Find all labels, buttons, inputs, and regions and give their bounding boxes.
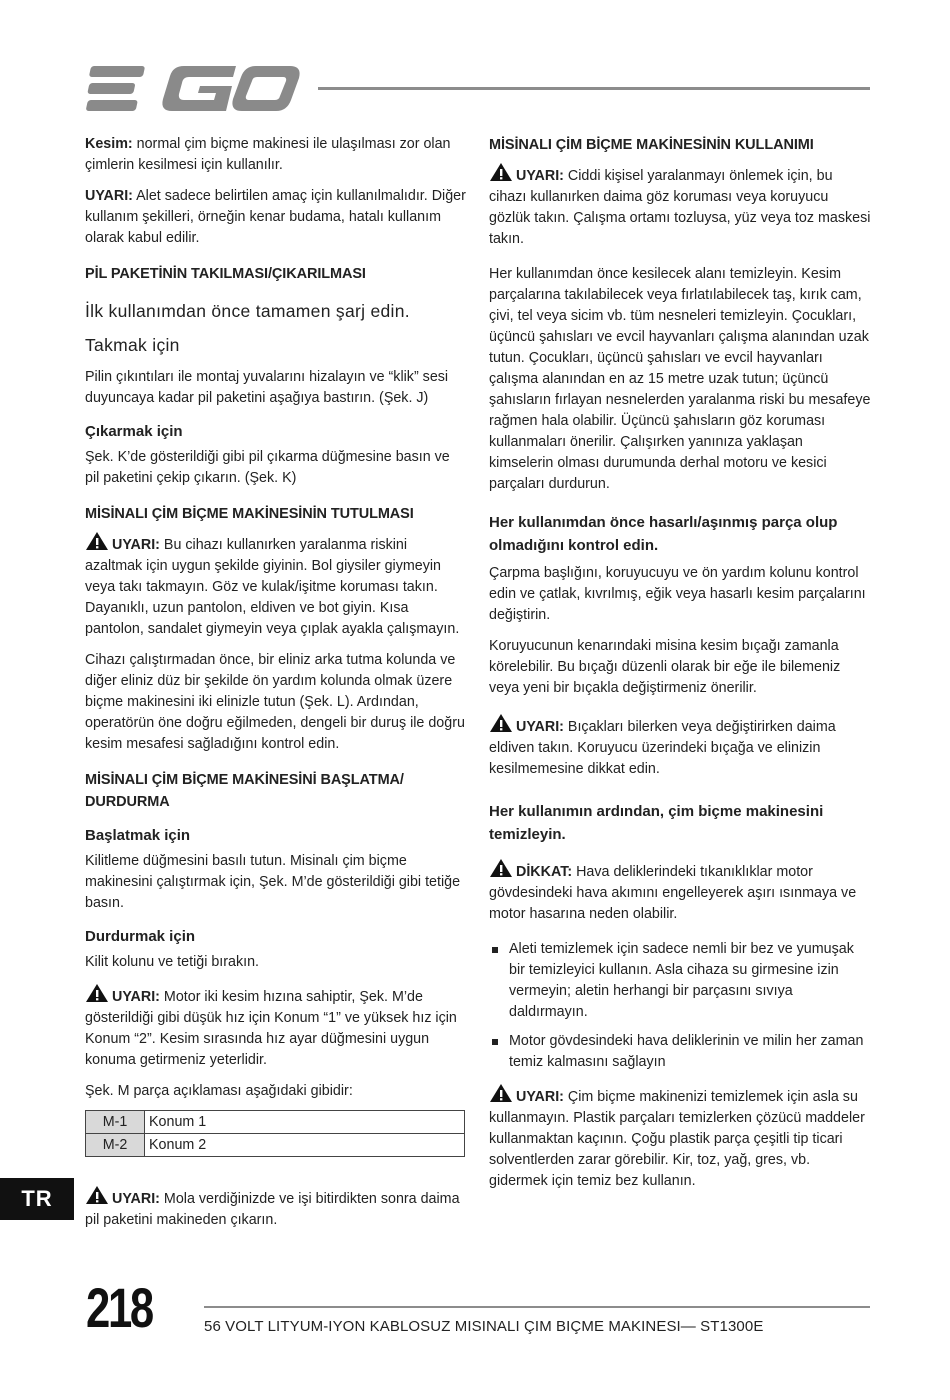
warning-label: UYARI: xyxy=(516,1089,564,1105)
warning-triangle-icon xyxy=(489,858,513,878)
warning-triangle-icon xyxy=(489,1083,513,1103)
list-item: Motor gövdesindeki hava deliklerinin ve milin her zaman temiz kalmasını sağlayın xyxy=(489,1031,871,1073)
page-number: 218 xyxy=(86,1276,152,1339)
warning-no-water xyxy=(489,1083,871,1192)
heading-stop: Durdurmak için xyxy=(85,928,196,945)
heading-clean-after: Her kullanımın ardından, çim biçme makinesini temizleyin. xyxy=(489,803,824,843)
parts-intro: Şek. M parça açıklaması aşağıdaki gibidir: xyxy=(85,1083,353,1099)
warning-label: UYARI: xyxy=(112,1191,160,1207)
warning-text: Ciddi kişisel yaralanmayı önlemek için, bu cihazı kullanırken daima göz koruması veya koruyucu gözlük takın. Çalışma ortamı tozluysa, yüz veya toz maskesi takın. xyxy=(489,168,871,247)
heading-start: Başlatmak için xyxy=(85,827,191,844)
right-column xyxy=(489,134,871,1202)
cleaning-list xyxy=(489,939,871,1073)
footer-title: 56 VOLT LITYUM-IYON KABLOSUZ MISINALI ÇIM BIÇME MAKINESI— ST1300E xyxy=(204,1318,764,1335)
part-code: M-1 xyxy=(86,1111,145,1134)
heading-check-parts: Her kullanımdan önce hasarlı/aşınmış parça olup olmadığını kontrol edin. xyxy=(489,514,838,554)
heading-remove: Çıkarmak için xyxy=(85,423,183,440)
heading-start-stop: MİSİNALI ÇİM BİÇME MAKİNESİNİ BAŞLATMA/ DURDURMA xyxy=(85,772,404,810)
kesim-text: normal çim biçme makinesi ile ulaşılması zor olan çimlerin kesilmesi için kullanılır. xyxy=(85,136,451,173)
warning-clothing xyxy=(85,531,467,640)
heading-usage: MİSİNALI ÇİM BİÇME MAKİNESİNİN KULLANIMI xyxy=(489,137,814,153)
table-row xyxy=(86,1111,465,1134)
warning-triangle-icon xyxy=(85,983,109,1003)
table-row xyxy=(86,1134,465,1157)
list-item: Aleti temizlemek için sadece nemli bir bez ve yumuşak bir temizleyici kullanın. Asla cihaza su girmesine izin vermeyin; aletin herhangi bir parçasını sıvıya daldırmayın. xyxy=(489,939,871,1023)
parts-table xyxy=(85,1110,465,1157)
ego-logo xyxy=(86,62,300,116)
warning-text: Mola verdiğinizde ve işi bitirdikten sonra daima pil paketini makineden çıkarın. xyxy=(85,1191,460,1228)
heading-battery-pack: PİL PAKETİNİN TAKILMASI/ÇIKARILMASI xyxy=(85,266,366,282)
warning-triangle-icon xyxy=(489,713,513,733)
clear-area-text: Her kullanımdan önce kesilecek alanı temizleyin. Kesim parçalarına takılabilecek veya fırlatılabilecek taş, kırık cam, çivi, tel veya sicim vb. tüm nesneleri temizleyin. Çocukları, üçüncü şahısları ve evcil hayvanları çalışma alanından uzak tutun. Çocukları, üçüncü şahısları ve evcil hayvanları çalışma alanından en az 15 metre uzak tutun; üçüncü şahısların fırlayan nesnelerden yaralanma riski bu mesafeye rağmen hala olabilir. Üçüncü şahısların göz koruması kullanmaları önerilir. Çalışırken yanınıza yaklaşan kimselerin olması durumunda derhal motoru ve kesici parçaları durdurun. xyxy=(489,266,871,492)
warning-triangle-icon xyxy=(85,1185,109,1205)
holding-text: Cihazı çalıştırmadan önce, bir eliniz arka tutma kolunda ve diğer eliniz düz bir şekilde ön yardım kolunda olmak üzere biçme makinesini iki elinizle tutun (Şek. L). Ardından, operatörün öne doğru eğilmeden, dengeli bir duruş ile doğru kesim mesafesi sağladığını kontrol edin. xyxy=(85,652,465,752)
warning-label: UYARI: xyxy=(112,989,160,1005)
warning-eye-protection xyxy=(489,162,871,250)
warning-label: UYARI: xyxy=(85,188,133,204)
warning-label: UYARI: xyxy=(112,537,160,553)
kesim-paragraph xyxy=(85,134,467,176)
kesim-label: Kesim: xyxy=(85,136,133,152)
heading-holding: MİSİNALI ÇİM BİÇME MAKİNESİNİN TUTULMASI xyxy=(85,506,414,522)
warning-text: Bu cihazı kullanırken yaralanma riskini azaltmak için uygun şekilde giyinin. Bol giysiler giymeyin veya takı takmayın. Göz ve kulak/işitme koruması takın. Dayanıklı, uzun pantolon, eldiven ve bot giyin. Kısa pantolon, sandalet giymeyin veya çıplak ayakla çalışmayın. xyxy=(85,537,460,637)
warning-label: UYARI: xyxy=(516,168,564,184)
stop-text: Kilit kolunu ve tetiği bırakın. xyxy=(85,954,260,970)
caution-vents xyxy=(489,858,871,925)
warning-purpose xyxy=(85,186,467,249)
language-tab: TR xyxy=(0,1178,74,1220)
warning-triangle-icon xyxy=(85,531,109,551)
warning-text: Motor iki kesim hızına sahiptir, Şek. M’de gösterildiği gibi düşük hız için Konum “1” ve yüksek hız için Konum “2”. Kesim sırasında hız ayar düğmesini uygun konuma getirmeniz yeterlidir. xyxy=(85,989,457,1068)
footer-rule xyxy=(204,1306,870,1308)
heading-charge-first: İlk kullanımdan önce tamamen şarj edin. xyxy=(85,301,410,321)
left-column xyxy=(85,134,467,1241)
part-code: M-2 xyxy=(86,1134,145,1157)
warning-speed xyxy=(85,983,467,1071)
warning-label: UYARI: xyxy=(516,719,564,735)
warning-text: Çim biçme makinenizi temizlemek için asla su kullanmayın. Plastik parçaları temizlerken çözücü maddeler kullanmaktan kaçının. Çoğu plastik parça çeşitli tip ticari solventlerden zarar görebilir. Kir, toz, yağ, gres, vb. gidermek için temiz bez kullanın. xyxy=(489,1089,865,1189)
warning-text: Bıçakları bilerken veya değiştirirken daima eldiven takın. Koruyucu üzerindeki bıçağa ve elinizin kesilmemesine dikkat edin. xyxy=(489,719,836,777)
caution-text: Hava deliklerindeki tıkanıklıklar motor gövdesindeki hava akımını engelleyerek aşırı ısınmaya ve motor hasarına neden olabilir. xyxy=(489,864,857,922)
part-desc: Konum 2 xyxy=(145,1134,465,1157)
heading-install: Takmak için xyxy=(85,335,180,355)
warning-gloves xyxy=(489,713,871,780)
warning-text: Alet sadece belirtilen amaç için kullanılmalıdır. Diğer kullanım şekilleri, örneğin kenar budama, hatalı kullanım olarak kabul edilir. xyxy=(85,188,466,246)
check-parts-text: Çarpma başlığını, koruyucuyu ve ön yardım kolunu kontrol edin ve çatlak, kıvrılmış, eğik veya hasarlı kesim parçalarını değiştirin. xyxy=(489,565,866,623)
blade-text: Koruyucunun kenarındaki misina kesim bıçağı zamanla körelebilir. Bu bıçağı düzenli olarak bir eğe ile bilemeniz veya yeni bir bıçakla değiştirmeniz önerilir. xyxy=(489,638,841,696)
warning-remove-battery xyxy=(85,1185,467,1231)
start-text: Kilitleme düğmesini basılı tutun. Misinalı çim biçme makinesini çalıştırmak için, Şek. M’de gösterildiği gibi tetiğe basın. xyxy=(85,853,461,911)
caution-label: DİKKAT: xyxy=(516,864,573,880)
header-rule xyxy=(318,87,870,90)
warning-triangle-icon xyxy=(489,162,513,182)
install-text: Pilin çıkıntıları ile montaj yuvalarını hizalayın ve “klik” sesi duyuncaya kadar pil paketini aşağıya bastırın. (Şek. J) xyxy=(85,369,449,406)
part-desc: Konum 1 xyxy=(145,1111,465,1134)
remove-text: Şek. K’de gösterildiği gibi pil çıkarma düğmesine basın ve pil paketini çekip çıkarın. (Şek. K) xyxy=(85,449,450,486)
